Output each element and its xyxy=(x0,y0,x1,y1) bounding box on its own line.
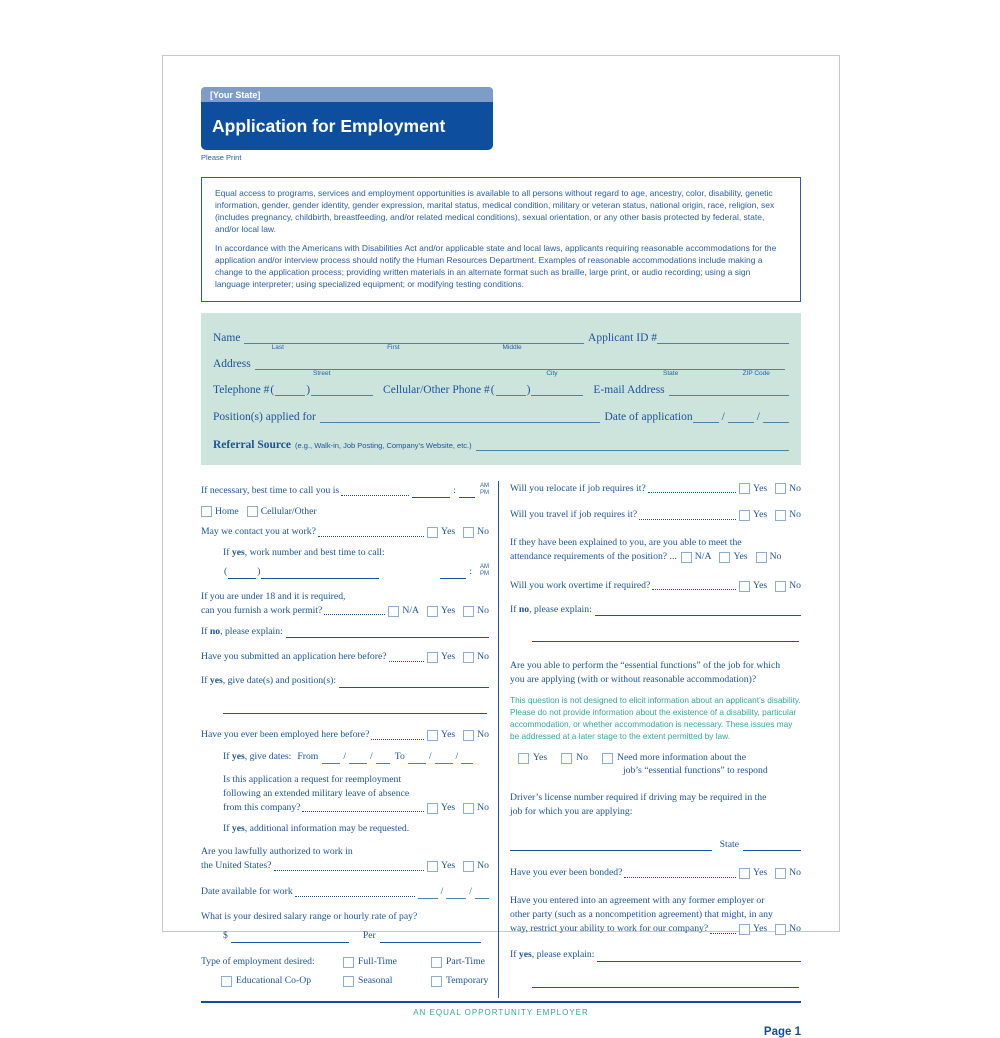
no-checkbox[interactable] xyxy=(463,652,474,663)
no-label: No xyxy=(576,752,588,764)
date-slash: / xyxy=(756,410,760,423)
temporary-label: Temporary xyxy=(446,975,489,987)
educational-coop-label: Educational Co-Op xyxy=(236,975,312,987)
best-time-input-line[interactable] xyxy=(412,485,450,498)
yes-checkbox[interactable] xyxy=(739,483,750,494)
employment-dates-row: If yes, give dates: From / / To / / xyxy=(223,750,489,764)
footer-rule xyxy=(201,1001,801,1003)
travel-question: Will you travel if job requires it? Yes No xyxy=(510,509,801,521)
best-time-question: If necessary, best time to call you is : AM PM xyxy=(201,482,489,496)
yes-checkbox[interactable] xyxy=(518,753,529,764)
name-label: Name xyxy=(213,331,241,344)
lawful-question-line2: the United States? Yes No xyxy=(201,860,489,872)
name-sub-last: Last xyxy=(271,343,284,351)
if-no-explain-row: If no, please explain: xyxy=(510,603,801,616)
questions-left-column xyxy=(201,481,499,998)
license-state-input-line[interactable] xyxy=(743,838,801,851)
no-label: No xyxy=(477,860,489,872)
lawful-question-line1: Are you lawfully authorized to work in xyxy=(201,846,353,858)
essential-functions-answer-row xyxy=(518,752,801,778)
dates-positions-input-line-2[interactable] xyxy=(223,700,487,714)
under-18-question-line1: If you are under 18 and it is required, xyxy=(201,590,346,602)
email-input-line[interactable] xyxy=(669,382,789,396)
na-checkbox[interactable] xyxy=(681,552,692,563)
position-input-line[interactable] xyxy=(320,409,601,423)
employment-type-label: Type of employment desired: xyxy=(201,955,315,967)
application-form-page xyxy=(162,55,840,1038)
yes-label: Yes xyxy=(753,509,768,521)
telephone-label: Telephone # xyxy=(213,383,270,396)
explain-input-line[interactable] xyxy=(597,949,801,962)
cellular-area-code-line[interactable] xyxy=(496,383,526,396)
part-time-label: Part-Time xyxy=(446,955,485,967)
state-tag-bar: [Your State] xyxy=(201,87,493,102)
yes-label: Yes xyxy=(753,482,768,494)
if-no-explain-row: If no, please explain: xyxy=(201,625,489,638)
yes-checkbox[interactable] xyxy=(427,861,438,872)
name-row xyxy=(213,330,789,351)
eeo-notice-box xyxy=(201,177,801,302)
eeo-paragraph-1: Equal access to programs, services and employment opportunities is available to all persons without regard to age, ancestry, color, disability, genetic information, gender, gender identity, gender expression, marital status, medical condition, military or veteran status, national origin, race, religion, sex (includes pregnancy, childbirth, breastfeeding, and/or related medical conditions), sexual orientation, or any other basis protected by federal, state, and/or local law. xyxy=(215,188,775,235)
home-checkbox[interactable] xyxy=(201,506,212,517)
yes-label: Yes xyxy=(753,922,768,934)
need-more-info-label: Need more information about the job’s “essential functions” to respond xyxy=(616,752,768,776)
name-sub-middle: Middle xyxy=(502,343,522,351)
no-checkbox[interactable] xyxy=(775,924,786,935)
paren-open: ( xyxy=(270,383,275,396)
am-pm-label: AM PM xyxy=(480,563,489,578)
from-date-field[interactable]: / / xyxy=(322,750,389,764)
yes-checkbox[interactable] xyxy=(427,527,438,538)
address-sub-city: City xyxy=(546,369,558,377)
additional-info-note: If yes, additional information may be requested. xyxy=(223,823,410,835)
yes-label: Yes xyxy=(441,604,456,616)
date-of-application-label: Date of application xyxy=(604,410,693,423)
contact-at-work-question: May we contact you at work? Yes No xyxy=(201,526,489,538)
attendance-question-line2: attendance requirements of the position? ... N/A Yes No xyxy=(510,550,782,562)
date-segment[interactable] xyxy=(763,409,789,423)
no-label: No xyxy=(789,579,801,591)
position-label: Position(s) applied for xyxy=(213,410,316,423)
yes-label: Yes xyxy=(441,651,456,663)
no-label: No xyxy=(769,550,782,562)
work-number-row: ( ) : AM PM xyxy=(224,563,489,578)
yes-label: Yes xyxy=(441,801,456,813)
no-checkbox[interactable] xyxy=(463,730,474,741)
salary-per-input-line[interactable] xyxy=(380,930,481,943)
cellular-other-checkbox[interactable] xyxy=(247,506,258,517)
applicant-id-input-line[interactable] xyxy=(657,331,789,344)
yes-checkbox[interactable] xyxy=(739,581,750,592)
part-time-checkbox[interactable] xyxy=(431,957,442,968)
work-number-input-line[interactable] xyxy=(261,566,379,579)
yes-checkbox[interactable] xyxy=(427,606,438,617)
from-label: From xyxy=(297,751,319,763)
no-label: No xyxy=(477,801,489,813)
no-checkbox[interactable] xyxy=(463,803,474,814)
no-checkbox[interactable] xyxy=(463,606,474,617)
questions-right-column xyxy=(499,481,801,998)
to-date-field[interactable]: / / xyxy=(408,750,473,764)
yes-checkbox[interactable] xyxy=(427,803,438,814)
cellular-label: Cellular/Other Phone # xyxy=(383,383,490,396)
no-checkbox[interactable] xyxy=(463,527,474,538)
to-label: To xyxy=(394,751,405,763)
dollar-sign: $ xyxy=(223,929,228,941)
yes-label: Yes xyxy=(441,860,456,872)
employment-type-row-1 xyxy=(201,956,489,969)
reemployment-question-line2: following an extended military leave of absence xyxy=(223,787,410,799)
if-yes-explain-row: If yes, please explain: xyxy=(510,949,801,962)
license-question-line1: Driver’s license number required if driving may be required in the xyxy=(510,791,767,803)
paren-close: ) xyxy=(526,383,531,396)
paren-open: ( xyxy=(490,383,495,396)
paren-close: ) xyxy=(306,383,311,396)
no-label: No xyxy=(477,729,489,741)
explain-input-line[interactable] xyxy=(286,625,489,638)
no-label: No xyxy=(477,526,489,538)
na-checkbox[interactable] xyxy=(388,606,399,617)
referral-source-input-line[interactable] xyxy=(476,437,789,451)
no-checkbox[interactable] xyxy=(775,510,786,521)
address-row xyxy=(213,356,789,377)
phone-type-checkboxes xyxy=(201,506,489,519)
work-area-code-line[interactable] xyxy=(228,566,256,579)
bonded-question: Have you ever been bonded? Yes No xyxy=(510,867,801,879)
address-sub-state: State xyxy=(663,369,679,377)
state-label: State xyxy=(719,838,739,850)
yes-checkbox[interactable] xyxy=(427,652,438,663)
address-sub-zip: ZIP Code xyxy=(742,369,770,377)
na-label: N/A xyxy=(694,550,712,562)
referral-row xyxy=(213,437,789,451)
explain-input-line[interactable] xyxy=(595,603,801,616)
dates-positions-input-line[interactable] xyxy=(339,675,489,688)
cellular-other-label: Cellular/Other xyxy=(260,505,317,517)
referral-source-hint: (e.g., Walk-in, Job Posting, Company’s Website, etc.) xyxy=(295,440,472,450)
na-label: N/A xyxy=(402,604,420,616)
equal-opportunity-footer: AN EQUAL OPPORTUNITY EMPLOYER xyxy=(413,1007,589,1017)
license-input-row xyxy=(510,838,801,851)
essential-functions-question-line2: you are applying (with or without reasonable accommodation)? xyxy=(510,674,757,686)
address-label: Address xyxy=(213,357,251,370)
no-checkbox[interactable] xyxy=(775,581,786,592)
email-label: E-mail Address xyxy=(593,383,665,396)
yes-checkbox[interactable] xyxy=(739,924,750,935)
best-time-minutes-line[interactable] xyxy=(459,485,475,498)
date-segment[interactable] xyxy=(728,409,754,423)
employment-type-row-2 xyxy=(201,975,489,988)
salary-amount-input-line[interactable] xyxy=(231,930,349,943)
yes-label: Yes xyxy=(533,752,548,764)
address-input-line[interactable] xyxy=(255,356,785,377)
license-number-input-line[interactable] xyxy=(510,838,712,851)
agreement-question-line2: other party (such as a noncompetition agreement) that might, in any xyxy=(510,908,773,920)
no-checkbox[interactable] xyxy=(463,861,474,872)
educational-coop-checkbox[interactable] xyxy=(221,976,232,987)
submitted-before-question: Have you submitted an application here before? Yes No xyxy=(201,651,489,663)
home-label: Home xyxy=(215,505,239,517)
date-of-application-field[interactable] xyxy=(693,409,789,423)
yes-label: Yes xyxy=(441,526,456,538)
phone-row xyxy=(213,382,789,396)
yes-checkbox[interactable] xyxy=(719,552,730,563)
need-more-info-checkbox[interactable] xyxy=(602,753,613,764)
no-label: No xyxy=(789,922,801,934)
relocate-question: Will you relocate if job requires it? Yes No xyxy=(510,482,801,494)
no-checkbox[interactable] xyxy=(756,552,767,563)
employed-before-question: Have you ever been employed here before? Yes No xyxy=(201,729,489,741)
seasonal-label: Seasonal xyxy=(358,975,393,987)
yes-label: Yes xyxy=(733,550,748,562)
reemployment-question-line1: Is this application a request for reemployment xyxy=(223,774,402,786)
no-label: No xyxy=(789,509,801,521)
explain-input-line-2[interactable] xyxy=(532,628,799,642)
print-note: Please Print xyxy=(201,153,242,162)
name-input-line[interactable] xyxy=(244,330,584,351)
no-checkbox[interactable] xyxy=(561,753,572,764)
seasonal-checkbox[interactable] xyxy=(343,976,354,987)
yes-label: Yes xyxy=(753,579,768,591)
applicant-id-label: Applicant ID # xyxy=(588,331,657,344)
full-time-checkbox[interactable] xyxy=(343,957,354,968)
no-label: No xyxy=(477,651,489,663)
yes-checkbox[interactable] xyxy=(739,868,750,879)
reemployment-question-line3: from this company? Yes No xyxy=(223,801,489,813)
temporary-checkbox[interactable] xyxy=(431,976,442,987)
name-sub-first: First xyxy=(387,343,400,351)
disability-disclaimer: This question is not designed to elicit information about an applicant’s disability. Please do not provide information about the existence of a disability, particular accommodation, or whether accommodation is necessary. These issues may be addressed at a later stage to the extent permitted by law. xyxy=(510,695,801,742)
telephone-input-line[interactable] xyxy=(311,383,373,396)
agreement-question-line3: way, restrict your ability to work for our company? Yes No xyxy=(510,922,801,934)
questions-section xyxy=(201,481,801,998)
license-question-line2: job for which you are applying: xyxy=(510,805,633,817)
work-permit-question: can you furnish a work permit? N/A Yes No xyxy=(201,604,489,616)
attendance-question-line1: If they have been explained to you, are you able to meet the xyxy=(510,537,742,549)
eeo-paragraph-2: In accordance with the Americans with Disabilities Act and/or applicable state and local laws, applicants requiring reasonable accommodations for the application and/or interview process should notify the Human Resources Department. Examples of reasonable accommodations include making a change to the application process; providing written materials in an alternate format such as braille, large print, or audio recording; using a sign language interpreter; using specialized equipment; or modifying testing conditions. xyxy=(215,243,777,290)
no-checkbox[interactable] xyxy=(775,868,786,879)
overtime-question: Will you work overtime if required? Yes No xyxy=(510,579,801,591)
telephone-area-code-line[interactable] xyxy=(275,383,305,396)
date-slash: / xyxy=(721,410,725,423)
agreement-question-line1: Have you entered into an agreement with any former employer or xyxy=(510,895,765,907)
if-yes-work-number-note: If yes, work number and best time to call: xyxy=(223,547,385,559)
yes-label: Yes xyxy=(753,867,768,879)
page-number: Page 1 xyxy=(763,1025,801,1038)
salary-question: What is your desired salary range or hourly rate of pay? xyxy=(201,910,418,922)
date-segment[interactable] xyxy=(693,409,719,423)
page-title: Application for Employment xyxy=(201,102,493,150)
full-time-label: Full-Time xyxy=(358,955,397,967)
referral-source-label: Referral Source xyxy=(213,438,292,451)
address-sub-street: Street xyxy=(313,369,331,377)
yes-checkbox[interactable] xyxy=(427,730,438,741)
personal-info-panel xyxy=(201,313,801,465)
salary-row xyxy=(223,930,489,943)
per-label: Per xyxy=(362,929,376,941)
no-label: No xyxy=(789,482,801,494)
am-pm-label: AM PM xyxy=(480,482,489,496)
no-checkbox[interactable] xyxy=(775,483,786,494)
explain-input-line-2[interactable] xyxy=(532,974,799,988)
work-best-time-line[interactable] xyxy=(440,566,466,579)
if-yes-dates-positions-row: If yes, give date(s) and position(s): xyxy=(201,675,489,688)
date-available-question: Date available for work / / xyxy=(201,885,489,899)
position-row xyxy=(213,409,789,423)
no-label: No xyxy=(789,867,801,879)
yes-label: Yes xyxy=(441,729,456,741)
no-label: No xyxy=(477,604,489,616)
date-available-field[interactable]: / / xyxy=(418,885,489,899)
yes-checkbox[interactable] xyxy=(739,510,750,521)
essential-functions-question-line1: Are you able to perform the “essential functions” of the job for which xyxy=(510,660,781,672)
cellular-input-line[interactable] xyxy=(531,383,583,396)
